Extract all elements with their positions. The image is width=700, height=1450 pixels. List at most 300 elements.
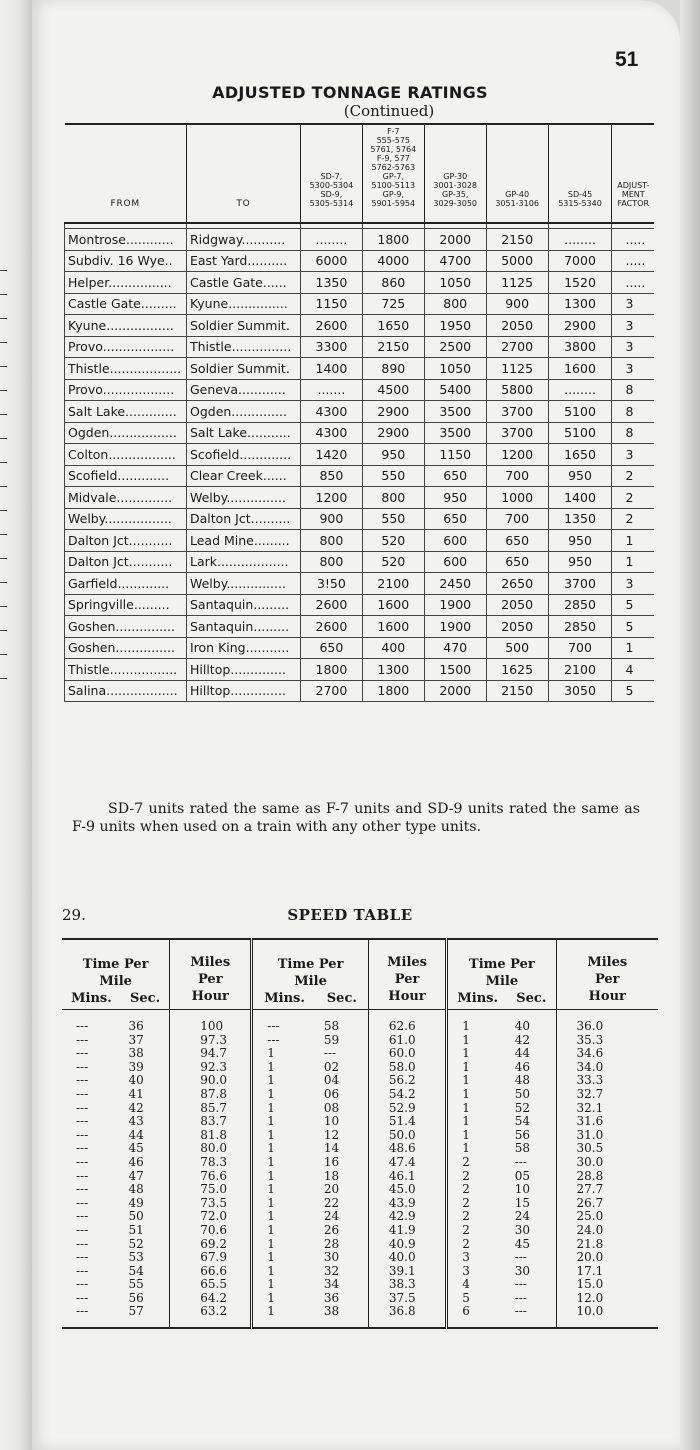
tonnage-cell-from: Ogden................. [65,422,187,444]
tonnage-cell-gp30: 1150 [424,444,486,466]
header-time-per-mile-2 [252,939,369,1010]
tonnage-cell-sd7: 800 [300,551,362,573]
tonnage-cell-f7: 725 [362,293,424,315]
speed-cell-sec: 38 [323,1304,340,1319]
tonnage-cell-sd7: 900 [300,508,362,530]
tonnage-cell-to: Castle Gate...... [186,272,300,294]
speed-cell-mins: 1 [447,1047,501,1061]
tonnage-cell-gp40: 700 [486,465,548,487]
speed-cell-sec: 55 [128,1277,144,1292]
speed-cell-sec: 20 [323,1182,340,1197]
tonnage-cell-gp30: 1950 [424,315,486,337]
speed-cell-sec: 52 [514,1100,531,1115]
speed-cell-mins: 6 [447,1305,501,1328]
header-line: 3029-3050 [433,199,478,208]
tonnage-cell-adj: 1 [612,637,654,659]
speed-cell-mph: 56.2 [368,1074,446,1088]
mph-label: Miles Per Hour [387,955,427,1004]
speed-cell-mins: 2 [447,1224,501,1238]
speed-header-row [62,939,658,1010]
tonnage-cell-adj: 1 [612,551,654,573]
tonnage-row [65,336,655,358]
tonnage-row [65,594,655,616]
speed-row [62,1061,658,1075]
tonnage-cell-f7: 860 [362,272,424,294]
tonnage-cell-from: Subdiv. 16 Wye.. [65,250,187,272]
speed-cell-mph: 25.0 [556,1210,658,1224]
header-line: ADJUST- [617,181,650,190]
speed-cell-mph: 97.3 [170,1034,252,1048]
speed-cell-mph: 21.8 [556,1238,658,1252]
tonnage-cell-gp40: 3700 [486,422,548,444]
tonnage-cell-sd7: 650 [300,637,362,659]
tonnage-cell-sd7: 1350 [300,272,362,294]
speed-cell-sec: 48 [514,1073,531,1088]
tonnage-cell-sd45: 950 [548,551,612,573]
speed-cell-mins: 1 [252,1278,310,1292]
speed-cell-mins: 1 [252,1305,310,1328]
tonnage-cell-gp30: 2000 [424,680,486,702]
header-line: 5762-5763 [371,163,416,172]
tonnage-cell-gp40: 5800 [486,379,548,401]
tonnage-cell-from: Kyune................. [65,315,187,337]
tonnage-cell-to: Hilltop.............. [186,659,300,681]
speed-cell-mins: 3 [447,1265,501,1279]
speed-cell-mins: --- [76,1086,89,1101]
tonnage-cell-gp30: 2000 [424,229,486,251]
facing-page-tick [0,342,7,343]
speed-cell-sec: 47 [128,1168,144,1183]
header-line: 5901-5954 [371,199,416,208]
speed-table [62,938,658,1329]
tonnage-cell-sd7: 1150 [300,293,362,315]
speed-cell-sec: --- [514,1154,527,1169]
speed-cell-mins: 1 [252,1074,310,1088]
tonnage-cell-gp30: 3500 [424,401,486,423]
tonnage-cell-sd7: 2600 [300,616,362,638]
tonnage-cell-f7: 550 [362,465,424,487]
tonnage-cell-gp40: 1125 [486,272,548,294]
header-line: F-7 [387,127,400,136]
header-from: FROM [65,124,187,223]
speed-cell-mph: 76.6 [170,1170,252,1184]
speed-cell-sec: 43 [128,1114,144,1129]
tonnage-cell-sd45: ........ [548,379,612,401]
tonnage-row [65,293,655,315]
speed-cell-mins: 1 [252,1170,310,1184]
tonnage-row [65,444,655,466]
tonnage-cell-sd45: 700 [548,637,612,659]
speed-cell-mph: 24.0 [556,1224,658,1238]
speed-cell-mph: 61.0 [368,1034,446,1048]
tonnage-row [65,487,655,509]
speed-cell-mins: --- [76,1059,89,1074]
tonnage-cell-adj: 5 [612,594,654,616]
tonnage-cell-adj: 3 [612,358,654,380]
tonnage-cell-f7: 2100 [362,573,424,595]
tonnage-cell-sd45: ........ [548,229,612,251]
speed-cell-mins: 1 [252,1129,310,1143]
speed-cell-mph: 73.5 [170,1197,252,1211]
facing-page-tick [0,630,7,631]
speed-cell-mph: 90.0 [170,1074,252,1088]
facing-page-tick [0,294,7,295]
tonnage-cell-from: Montrose............ [65,229,187,251]
header-mph-1 [170,939,252,1010]
tonnage-cell-gp40: 2050 [486,594,548,616]
tonnage-cell-sd45: 1400 [548,487,612,509]
tonnage-cell-sd7: 2600 [300,315,362,337]
speed-cell-sec: 56 [514,1127,531,1142]
tonnage-cell-adj: 1 [612,530,654,552]
speed-cell-mph: 31.0 [556,1129,658,1143]
tonnage-cell-from: Salina.................. [65,680,187,702]
speed-cell-mph: 58.0 [368,1061,446,1075]
header-time-per-mile-1 [62,939,170,1010]
speed-cell-sec: 53 [128,1250,144,1265]
speed-cell-sec: 16 [323,1154,340,1169]
tonnage-table [64,123,654,702]
speed-cell-mins: 1 [252,1102,310,1116]
speed-cell-sec: 58 [514,1141,531,1156]
header-line: GP-7, [382,172,404,181]
speed-cell-mins: --- [76,1250,89,1265]
speed-cell-mins: --- [76,1304,89,1319]
tonnage-cell-to: Geneva............ [186,379,300,401]
tonnage-cell-f7: 2900 [362,422,424,444]
page-number: 51 [615,48,639,71]
speed-cell-mins: --- [76,1168,89,1183]
facing-page-edge [0,0,32,1450]
header-adjustment-factor [612,124,654,223]
header-to: TO [186,124,300,223]
speed-row [62,1210,658,1224]
tonnage-cell-f7: 800 [362,487,424,509]
speed-cell-sec: 30 [323,1250,340,1265]
tonnage-cell-from: Garfield............. [65,573,187,595]
tonnage-row [65,401,655,423]
tonnage-row [65,637,655,659]
speed-cell-mph: 35.3 [556,1034,658,1048]
speed-cell-sec: 05 [514,1168,531,1183]
speed-cell-mph: 64.2 [170,1292,252,1306]
speed-cell-mins: --- [76,1290,89,1305]
speed-cell-mph: 36.8 [368,1305,446,1328]
speed-cell-mins: --- [76,1182,89,1197]
speed-cell-sec: 57 [128,1304,144,1319]
sec-label: Sec. [130,991,161,1006]
speed-cell-mins: 1 [252,1210,310,1224]
speed-cell-sec: 40 [514,1019,531,1033]
speed-cell-sec: 52 [128,1236,144,1251]
tonnage-cell-sd7: 3!50 [300,573,362,595]
speed-cell-mph: 33.3 [556,1074,658,1088]
speed-cell-mins: --- [252,1010,310,1034]
tonnage-row [65,616,655,638]
speed-cell-mph: 34.0 [556,1061,658,1075]
tonnage-cell-gp40: 2050 [486,315,548,337]
speed-cell-mph: 40.0 [368,1251,446,1265]
tonnage-cell-gp30: 470 [424,637,486,659]
tonnage-cell-adj: 5 [612,680,654,702]
speed-cell-mph: 85.7 [170,1102,252,1116]
tonnage-cell-adj: 5 [612,616,654,638]
facing-page-tick [0,390,7,391]
speed-cell-sec: 24 [323,1209,340,1224]
tonnage-cell-gp30: 3500 [424,422,486,444]
speed-cell-sec: 46 [128,1154,144,1169]
tonnage-cell-to: Soldier Summit. [186,358,300,380]
tonnage-cell-gp30: 600 [424,551,486,573]
facing-page-tick [0,510,7,511]
speed-row [62,1142,658,1156]
header-line: GP-35, [441,190,469,199]
tonnage-subtitle: (Continued) [343,102,435,120]
speed-row [62,1034,658,1048]
speed-cell-sec: 22 [323,1195,340,1210]
tonnage-cell-to: East Yard.......... [186,250,300,272]
speed-cell-mph: 67.9 [170,1251,252,1265]
tonnage-title: ADJUSTED TONNAGE RATINGS [212,83,488,102]
tonnage-cell-to: Santaquin......... [186,616,300,638]
tonnage-cell-gp30: 650 [424,508,486,530]
speed-cell-sec: 39 [128,1059,144,1074]
speed-cell-mph: 10.0 [556,1305,658,1328]
speed-cell-mins: 1 [252,1142,310,1156]
speed-cell-sec: 56 [128,1290,144,1305]
tonnage-cell-sd45: 5100 [548,422,612,444]
tonnage-cell-sd45: 1600 [548,358,612,380]
speed-cell-mins: --- [76,1154,89,1169]
speed-cell-sec: 45 [128,1141,144,1156]
tonnage-cell-adj: 8 [612,379,654,401]
speed-cell-mins: --- [76,1046,89,1061]
tonnage-cell-sd45: 7000 [548,250,612,272]
tonnage-row [65,508,655,530]
speed-cell-mph: 70.6 [170,1224,252,1238]
speed-cell-sec: 36 [128,1019,144,1033]
speed-cell-sec: 40 [128,1073,144,1088]
header-mph-3 [556,939,658,1010]
tonnage-cell-gp30: 5400 [424,379,486,401]
speed-cell-mins: --- [76,1032,89,1047]
tonnage-cell-f7: 1800 [362,680,424,702]
speed-cell-mph: 30.5 [556,1142,658,1156]
tonnage-row [65,422,655,444]
tonnage-cell-sd7: 3300 [300,336,362,358]
mph-label: Miles Per Hour [587,955,628,1004]
speed-cell-sec: 58 [323,1019,340,1033]
header-line: GP-30 [443,172,468,181]
tonnage-cell-gp40: 2700 [486,336,548,358]
tonnage-cell-to: Ogden.............. [186,401,300,423]
speed-cell-mins: 1 [447,1102,501,1116]
tonnage-cell-sd45: 3700 [548,573,612,595]
tonnage-cell-gp40: 700 [486,508,548,530]
speed-cell-mins: --- [76,1019,89,1033]
speed-row [62,1305,658,1328]
tonnage-cell-gp30: 2450 [424,573,486,595]
speed-cell-mins: --- [76,1100,89,1115]
speed-table-title: SPEED TABLE [287,906,413,924]
speed-cell-sec: 42 [128,1100,144,1115]
tonnage-cell-to: Hilltop.............. [186,680,300,702]
speed-cell-sec: 14 [323,1141,340,1156]
tonnage-cell-adj: 4 [612,659,654,681]
sec-label: Sec. [516,991,547,1006]
speed-cell-mph: 40.9 [368,1238,446,1252]
speed-cell-sec: --- [514,1277,527,1292]
speed-cell-mph: 41.9 [368,1224,446,1238]
tonnage-cell-f7: 2150 [362,336,424,358]
speed-cell-sec: 10 [323,1114,340,1129]
speed-cell-mins: --- [76,1141,89,1156]
speed-cell-mins: 1 [447,1074,501,1088]
speed-cell-mph: 37.5 [368,1292,446,1306]
speed-row [62,1010,658,1034]
speed-cell-mph: 38.3 [368,1278,446,1292]
speed-cell-mph: 42.9 [368,1210,446,1224]
speed-cell-sec: --- [514,1250,527,1265]
speed-cell-mins: --- [76,1114,89,1129]
speed-cell-mins: 1 [447,1088,501,1102]
tonnage-cell-gp40: 650 [486,530,548,552]
speed-cell-mins: --- [76,1263,89,1278]
speed-cell-sec: 32 [323,1263,340,1278]
speed-cell-mph: 100 [170,1010,252,1034]
speed-cell-mph: 92.3 [170,1061,252,1075]
tonnage-row [65,358,655,380]
tonnage-cell-f7: 950 [362,444,424,466]
tonnage-cell-gp30: 1050 [424,272,486,294]
header-line: 5315-5340 [558,199,602,208]
facing-page-tick [0,366,7,367]
tonnage-cell-sd45: 1520 [548,272,612,294]
facing-page-tick [0,486,7,487]
tonnage-cell-f7: 1300 [362,659,424,681]
tonnage-cell-gp40: 1125 [486,358,548,380]
tonnage-row [65,250,655,272]
speed-cell-mins: 1 [252,1197,310,1211]
speed-cell-sec: 15 [514,1195,531,1210]
header-gp40 [486,124,548,223]
tonnage-cell-gp40: 2150 [486,680,548,702]
tonnage-cell-to: Soldier Summit. [186,315,300,337]
tpm-label: Time Per Mile [82,957,149,989]
tonnage-cell-adj: 3 [612,573,654,595]
header-line: F-9, 577 [376,154,410,163]
speed-cell-mins: 2 [447,1170,501,1184]
speed-cell-mins: 1 [252,1156,310,1170]
speed-cell-mins: --- [76,1209,89,1224]
tonnage-cell-gp40: 650 [486,551,548,573]
tonnage-cell-sd45: 2900 [548,315,612,337]
tonnage-cell-f7: 2900 [362,401,424,423]
tonnage-cell-from: Thistle.................. [65,358,187,380]
tonnage-cell-from: Goshen............... [65,616,187,638]
speed-cell-mph: 27.7 [556,1183,658,1197]
tonnage-cell-adj: 3 [612,293,654,315]
speed-row [62,1047,658,1061]
speed-cell-mins: --- [76,1277,89,1292]
speed-cell-mins: 1 [252,1047,310,1061]
speed-cell-mins: --- [76,1195,89,1210]
speed-cell-sec: 34 [323,1277,340,1292]
speed-cell-mph: 39.1 [368,1265,446,1279]
header-gp30 [424,124,486,223]
speed-row [62,1088,658,1102]
tonnage-cell-to: Salt Lake........... [186,422,300,444]
speed-cell-mph: 65.5 [170,1278,252,1292]
header-line: FACTOR [617,199,649,208]
tonnage-cell-to: Iron King........... [186,637,300,659]
speed-cell-sec: 08 [323,1100,340,1115]
speed-cell-sec: 10 [514,1182,531,1197]
tonnage-cell-gp40: 1625 [486,659,548,681]
tonnage-cell-sd7: 2700 [300,680,362,702]
tonnage-cell-gp30: 1900 [424,594,486,616]
tonnage-cell-from: Goshen............... [65,637,187,659]
mins-label: Mins. [457,991,498,1006]
speed-cell-sec: --- [514,1304,527,1319]
tonnage-cell-sd7: ....... [300,379,362,401]
speed-row [62,1183,658,1197]
speed-cell-mins: 1 [252,1292,310,1306]
speed-row [62,1115,658,1129]
speed-cell-mph: 17.1 [556,1265,658,1279]
speed-cell-sec: 02 [323,1059,340,1074]
tonnage-cell-sd7: 6000 [300,250,362,272]
tonnage-row [65,530,655,552]
speed-cell-mins: 1 [447,1034,501,1048]
header-line: 5305-5314 [309,199,354,208]
speed-cell-mph: 66.6 [170,1265,252,1279]
tonnage-cell-gp40: 1200 [486,444,548,466]
tonnage-cell-sd7: 800 [300,530,362,552]
speed-cell-mph: 12.0 [556,1292,658,1306]
tonnage-cell-gp40: 1000 [486,487,548,509]
speed-row [62,1102,658,1116]
tonnage-cell-gp30: 1050 [424,358,486,380]
speed-cell-mins: 2 [447,1156,501,1170]
speed-cell-mph: 69.2 [170,1238,252,1252]
speed-cell-mins: 2 [447,1183,501,1197]
tonnage-cell-from: Castle Gate......... [65,293,187,315]
tonnage-cell-adj: 3 [612,444,654,466]
speed-row [62,1251,658,1265]
facing-page-tick [0,582,7,583]
speed-cell-mins: 1 [252,1251,310,1265]
speed-cell-mph: 36.0 [556,1010,658,1034]
tonnage-cell-sd7: 850 [300,465,362,487]
facing-page-tick [0,462,7,463]
page-edge-shadow [680,0,700,1450]
speed-cell-mph: 63.2 [170,1305,252,1328]
speed-cell-sec: 54 [514,1114,531,1129]
speed-cell-sec: 28 [323,1236,340,1251]
units-note [72,800,640,836]
tonnage-cell-to: Lark.................. [186,551,300,573]
tonnage-cell-f7: 1600 [362,616,424,638]
speed-cell-mins: 1 [252,1238,310,1252]
tonnage-cell-from: Scofield............. [65,465,187,487]
tonnage-cell-sd7: 2600 [300,594,362,616]
facing-page-tick [0,678,7,679]
speed-cell-sec: --- [323,1046,337,1061]
speed-cell-mins: 1 [252,1224,310,1238]
tonnage-cell-sd45: 2850 [548,594,612,616]
tonnage-cell-f7: 4000 [362,250,424,272]
